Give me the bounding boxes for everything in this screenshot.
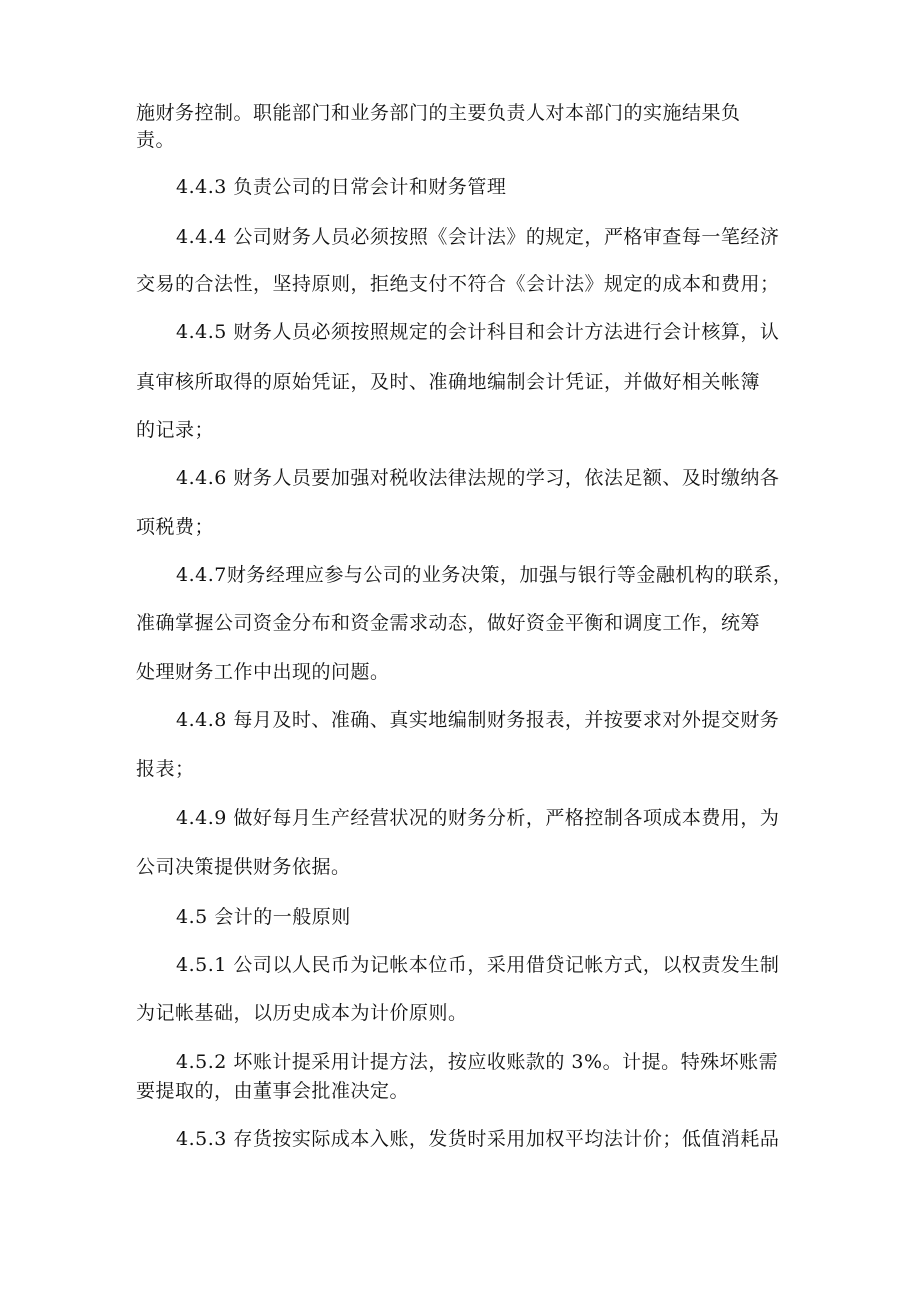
text-line: 为记帐基础，以历史成本为计价原则。 — [136, 1002, 468, 1024]
text-line: 真审核所取得的原始凭证，及时、准确地编制会计凭证，并做好相关帐簿 — [136, 371, 761, 393]
text-line: 4.4.9 做好每月生产经营状况的财务分析，严格控制各项成本费用，为 — [176, 807, 780, 829]
text-line: 4.5.3 存货按实际成本入账，发货时采用加权平均法计价；低值消耗品 — [176, 1128, 780, 1150]
section-heading: 4.5 会计的一般原则 — [176, 906, 351, 928]
text-line: 施财务控制。职能部门和业务部门的主要负责人对本部门的实施结果负 — [136, 102, 741, 124]
section-heading: 4.4.3 负责公司的日常会计和财务管理 — [176, 176, 507, 198]
text-line: 4.4.7财务经理应参与公司的业务决策，加强与银行等金融机构的联系， — [176, 564, 793, 586]
text-line: 4.5.1 公司以人民币为记帐本位币，采用借贷记帐方式，以权责发生制 — [176, 954, 780, 976]
text-line: 4.5.2 坏账计提采用计提方法，按应收账款的 3%。计提。特殊坏账需 — [176, 1051, 779, 1073]
text-line: 项税费； — [136, 516, 215, 538]
text-line: 的记录； — [136, 419, 215, 441]
text-line: 交易的合法性，坚持原则，拒绝支付不符合《会计法》规定的成本和费用； — [136, 273, 780, 295]
text-line: 责。 — [136, 129, 176, 151]
text-line: 4.4.5 财务人员必须按照规定的会计科目和会计方法进行会计核算，认 — [176, 321, 780, 343]
text-line: 4.4.4 公司财务人员必须按照《会计法》的规定，严格审查每一笔经济 — [176, 226, 780, 248]
text-line: 4.4.6 财务人员要加强对税收法律法规的学习，依法足额、及时缴纳各 — [176, 467, 780, 489]
text-line: 要提取的，由董事会批准决定。 — [136, 1080, 410, 1102]
text-line: 准确掌握公司资金分布和资金需求动态，做好资金平衡和调度工作，统筹 — [136, 612, 761, 634]
text-line: 处理财务工作中出现的问题。 — [136, 661, 390, 683]
text-line: 4.4.8 每月及时、准确、真实地编制财务报表，并按要求对外提交财务 — [176, 709, 780, 731]
text-line: 公司决策提供财务依据。 — [136, 856, 351, 878]
text-line: 报表； — [136, 758, 195, 780]
